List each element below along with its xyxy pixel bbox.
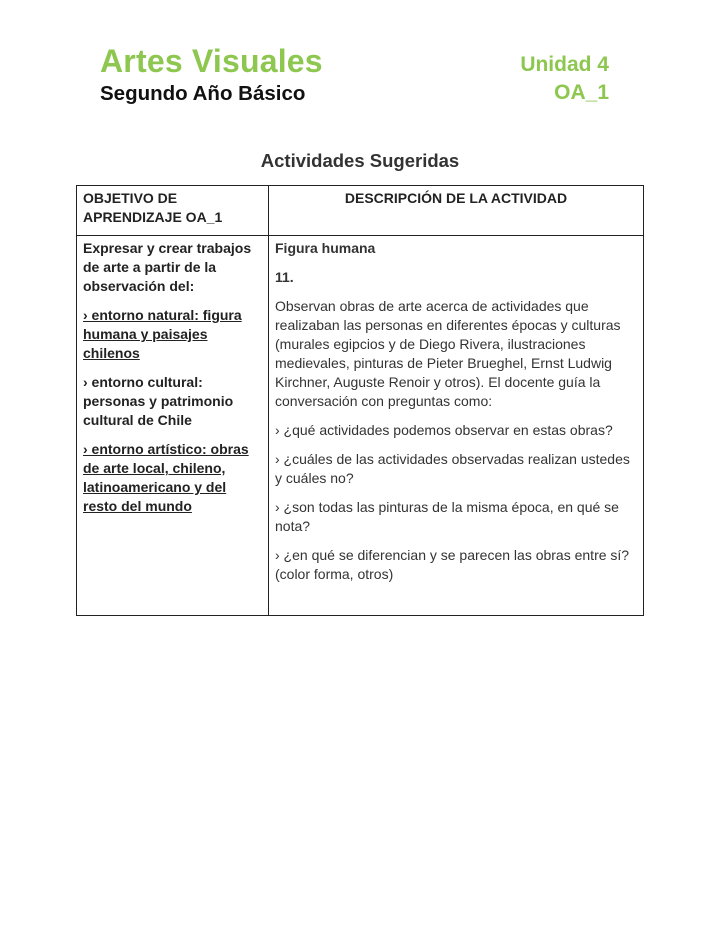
section-title: Actividades Sugeridas bbox=[260, 150, 460, 171]
document-header-right bbox=[520, 52, 609, 106]
objective-item-natural: › entorno natural: figura humana y paisajes chilenos bbox=[83, 307, 242, 361]
activity-cell bbox=[269, 236, 644, 616]
activity-question: › ¿son todas las pinturas de la misma época, en qué se nota? bbox=[275, 499, 619, 534]
grade-title: Segundo Año Básico bbox=[100, 82, 306, 105]
activity-question: › ¿qué actividades podemos observar en estas obras? bbox=[275, 422, 613, 438]
activity-description: Observan obras de arte acerca de actividades que realizaban las personas en diferentes épocas y culturas (murales egipcios y de Diego Rivera, ilustraciones medievales, pinturas de Pieter Brueghel, Ernst Ludwig Kirchner, Auguste Renoir y otros). El docente guía la conversación con preguntas como: bbox=[275, 298, 621, 409]
activity-number: 11. bbox=[275, 269, 294, 285]
activities-table bbox=[76, 185, 644, 616]
objective-item-artistic: › entorno artístico: obras de arte local, chileno, latinoamericano y del resto del mundo bbox=[83, 441, 249, 514]
table-header-row bbox=[77, 186, 644, 236]
unit-title: Unidad 4 bbox=[520, 53, 609, 76]
subject-title: Artes Visuales bbox=[100, 43, 323, 79]
activity-title: Figura humana bbox=[275, 240, 376, 256]
activity-column-header: DESCRIPCIÓN DE LA ACTIVIDAD bbox=[269, 186, 644, 236]
document-header-left bbox=[100, 42, 323, 107]
objective-code: OA_1 bbox=[554, 81, 609, 104]
objective-item-cultural: › entorno cultural: personas y patrimonio cultural de Chile bbox=[83, 374, 234, 428]
objective-intro: Expresar y crear trabajos de arte a partir de la observación del: bbox=[83, 240, 252, 294]
table-row bbox=[77, 236, 644, 616]
objective-column-header: OBJETIVO DE APRENDIZAJE OA_1 bbox=[77, 186, 269, 236]
activity-question: › ¿cuáles de las actividades observadas realizan ustedes y cuáles no? bbox=[275, 451, 630, 486]
objective-cell bbox=[77, 236, 269, 616]
activity-question: › ¿en qué se diferencian y se parecen las obras entre sí? (color forma, otros) bbox=[275, 547, 630, 582]
